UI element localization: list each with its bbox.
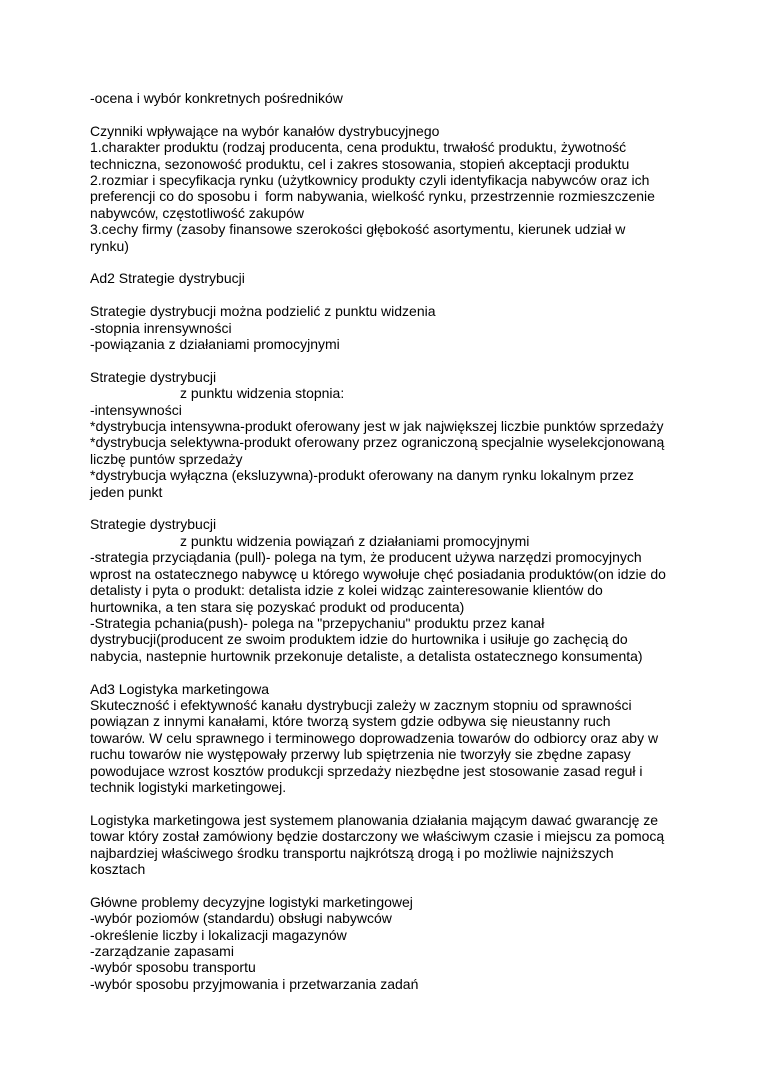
text-line: nabywców, częstotliwość zakupów (90, 204, 304, 221)
ad3-section (90, 681, 680, 796)
list-item: -wybór sposobu transportu (90, 959, 256, 976)
text-line: 3.cechy firmy (zasoby finansowe szerokości głębokość asortymentu, kierunek udział w (90, 221, 626, 238)
ad3-heading: Ad3 Logistyka marketingowa (90, 680, 269, 697)
text-line: 1.charakter produktu (rodzaj producenta, cena produktu, trwałość produktu, żywotność (90, 139, 627, 156)
factors-section (90, 123, 680, 254)
ad2-intro (90, 303, 680, 352)
text-line: *dystrybucja intensywna-produkt oferowany jest w jak największej liczbie punktów sprzedaży (90, 418, 664, 435)
section-subtitle: z punktu widzenia stopnia: (180, 385, 345, 402)
text-line: najbardziej właściwego środku transportu najkrótszą drogą i po możliwie najniższych (90, 844, 614, 861)
text-line: technik logistyki marketingowej. (90, 778, 287, 795)
factors-title: Czynniki wpływające na wybór kanałów dystrybucyjnego (90, 122, 440, 139)
spacer (90, 352, 680, 368)
spacer (90, 795, 680, 811)
ad2-section-degree (90, 369, 680, 500)
text-line: techniczna, sezonowość produktu, cel i zakres stosowania, stopień akceptacji produktu (90, 155, 630, 172)
list-item: -wybór sposobu przyjmowania i przetwarzania zadań (90, 975, 419, 992)
spacer (90, 254, 680, 270)
text-line: *dystrybucja wyłączna (eksluzywna)-produkt oferowany na danym rynku lokalnym przez (90, 467, 634, 484)
ad2-heading: Ad2 Strategie dystrybucji (90, 270, 245, 287)
text-line: hurtownika, a ten stara się pozyskać produkt od producenta) (90, 598, 465, 615)
spacer (90, 106, 680, 122)
text-line: jeden punkt (90, 483, 163, 500)
text-line: preferencji co do sposobu i form nabywania, wielkość rynku, przestrzennie rozmieszczenie (90, 188, 655, 205)
list-item: -zarządzanie zapasami (90, 943, 234, 959)
list-item: -określenie liczby i lokalizacji magazynów (90, 926, 347, 943)
spacer (90, 664, 680, 680)
text-line: Strategie dystrybucji można podzielić z punktu widzenia (90, 303, 436, 320)
ad2-section-promotion (90, 516, 680, 664)
text-line: ruchu towarów nie występowały przerwy lub spiętrzenia nie tworzyły sie zbędne zapasy (90, 746, 631, 763)
text-line: powodujace wzrost kosztów produkcji sprzedaży niezbędne jest stosowanie zasad reguł i (90, 762, 643, 779)
text-line: -strategia przyciądania (pull)- polega na tym, że producent używa narzędzi promocyjnych (90, 549, 642, 566)
text-line: -intensywności (90, 401, 182, 418)
spacer (90, 287, 680, 303)
text-line: Skuteczność i efektywność kanału dystrybucji zależy w zacznym stopniu od sprawności (90, 696, 632, 713)
spacer (90, 500, 680, 516)
section-subtitle: z punktu widzenia powiązań z działaniami promocyjnymi (180, 532, 530, 549)
text-line: dystrybucji(producent ze swoim produktem idzie do hurtownika i usiłuje go zachęcią do (90, 631, 628, 648)
text-line: towar który został zamówiony będzie dostarczony we właściwym czasie i miejscu za pomocą (90, 828, 665, 845)
problems-title: Główne problemy decyzyjne logistyki marketingowej (90, 893, 413, 910)
section-title: Strategie dystrybucji (90, 516, 217, 533)
text-line: rynku) (90, 237, 129, 254)
text-line: kosztach (90, 860, 146, 877)
text-line: liczbę puntów sprzedaży (90, 450, 243, 467)
section-title: Strategie dystrybucji (90, 368, 217, 385)
intro-line: -ocena i wybór konkretnych pośredników (90, 90, 343, 106)
text-line: wprost na ostatecznego nabywcę u którego wywołuje chęć posiadania produktów(on idzie do (90, 565, 666, 582)
text-line: nabycia, nastepnie hurtownik przekonuje detaliste, a detalista ostatecznego konsumenta) (90, 647, 643, 664)
text-line: -powiązania z działaniami promocyjnymi (90, 336, 340, 353)
text-line: powiązan z innymi kanałami, które tworzą system gdzie odbywa się nieustanny ruch (90, 713, 611, 730)
text-line: towarów. W celu sprawnego i terminowego doprowadzenia towarów do odbiorcy oraz aby w (90, 729, 659, 746)
list-item: -wybór poziomów (standardu) obsługi nabywców (90, 910, 392, 927)
ad3-problems (90, 894, 680, 992)
text-line: detalisty i pyta o produkt: detalista idzie z kolei widząc zainteresowanie klientów do (90, 582, 603, 599)
ad3-definition (90, 812, 680, 878)
text-line: *dystrybucja selektywna-produkt oferowany przez ograniczoną specjalnie wyselekcjonowaną (90, 434, 665, 451)
document-page (90, 90, 680, 992)
text-line: 2.rozmiar i specyfikacja rynku (użytkownicy produkty czyli identyfikacja nabywców oraz ich (90, 172, 650, 189)
spacer (90, 877, 680, 893)
text-line: -stopnia inrensywności (90, 319, 232, 336)
text-line: -Strategia pchania(push)- polega na "przepychaniu" produktu przez kanał (90, 614, 545, 631)
text-line: Logistyka marketingowa jest systemem planowania działania mającym dawać gwarancję ze (90, 811, 659, 828)
